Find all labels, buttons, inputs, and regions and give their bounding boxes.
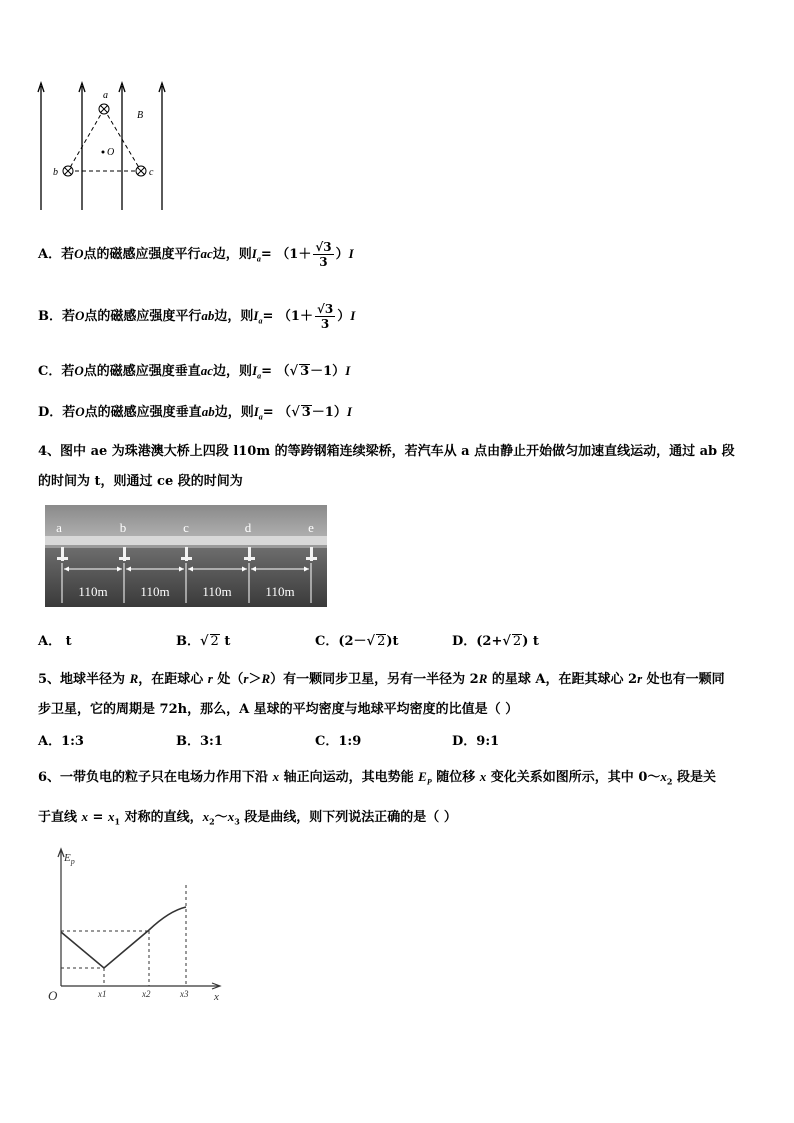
field-lines [38, 83, 165, 210]
origin-label: O [48, 988, 58, 1003]
option-3a: A．若O点的磁感应强度平行ac边，则$I_a= (1+$ $\frac{√3}{3}$ ）I [38, 240, 354, 269]
option-5d: D．9:1 [452, 734, 500, 749]
bridge-deck [45, 536, 327, 546]
question-4-line1: 4、图中 ae 为珠港澳大桥上四段 l10m 的等跨钢箱连续梁桥，若汽车从 a 点由静止开始做匀加速直线运动，通过 ab 段 [38, 444, 735, 459]
option-4b: B．√ 2 t [176, 634, 231, 649]
y-axis-label: $E_p$ [64, 852, 75, 866]
option-4a: A． t [38, 634, 72, 649]
bridge-point-b: b [119, 520, 127, 535]
label-a: a [103, 90, 108, 101]
guide-lines [61, 885, 186, 986]
span-label: 110m [202, 584, 232, 599]
bridge-point-e: e [308, 520, 314, 535]
option-5b: B．3:1 [176, 734, 223, 749]
option-4d: D．(2+√ 2) t [452, 634, 539, 649]
question-5-line2: 步卫星，它的周期是 72h，那么，A 星球的平均密度与地球平均密度的比值是（ ） [38, 702, 519, 717]
question-6-line2: 于直线 $x = x_1$ 对称的直线，$x_2\sim x_3$ 段是曲线，则下列说法正确的是（ ） [38, 809, 457, 827]
wire-c-icon [136, 166, 146, 176]
wire-a-icon [99, 104, 109, 114]
fraction: $\frac{√3}{3}$ [315, 240, 332, 269]
question-6-line1: 6、一带负电的粒子只在电场力作用下沿 x 轴正向运动，其电势能 $E_P$ 随位移 x 变化关系如图所示，其中 $0\sim x_2$ 段是关 [38, 769, 716, 787]
option-3c: C．若O点的磁感应强度垂直ac边，则$I_a=$ （√ 3－1）I [38, 363, 351, 381]
bridge-photo [45, 505, 327, 607]
ep-curve [61, 907, 186, 968]
span-label: 110m [140, 584, 170, 599]
triangle-dashed [68, 109, 144, 171]
bridge-point-d: d [244, 520, 252, 535]
option-3b: B．若O点的磁感应强度平行ab边，则$I_a= (1+$ $\frac{√3}{3}$ ）I [38, 302, 356, 331]
wire-b-icon [63, 166, 73, 176]
fraction: $\frac{√3}{3}$ [316, 302, 334, 331]
span-label: 110m [78, 584, 108, 599]
label-c: c [149, 167, 154, 178]
option-5a: A．1:3 [38, 734, 84, 749]
label-b-field: B [137, 110, 144, 121]
potential-energy-graph [44, 845, 229, 1010]
option-3d: D．若O点的磁感应强度垂直ab边，则$I_a=$ （√ 3－1）I [38, 404, 352, 422]
question-5-line1: 5、地球半径为 R，在距球心 r 处（r＞R）有一颗同步卫星，另有一半径为 2R 的星球 A，在距其球心 2r 处也有一颗同 [38, 671, 725, 687]
label-b: b [53, 167, 58, 178]
x-axis-label: x [214, 991, 219, 1003]
tick-x3: x3 [180, 989, 189, 999]
span-label: 110m [265, 584, 295, 599]
axes [58, 849, 220, 989]
tick-x1: x1 [98, 989, 107, 999]
question-4-line2: 的时间为 t，则通过 ce 段的时间为 [38, 474, 243, 489]
tick-x2: x2 [142, 989, 151, 999]
bridge-point-a: a [56, 520, 62, 535]
bridge-point-c: c [183, 520, 189, 535]
point-o-dot [102, 151, 105, 154]
label-o: O [107, 147, 115, 158]
option-4c: C．(2－√ 2)t [315, 634, 399, 649]
magnetic-field-figure [34, 80, 174, 215]
option-5c: C．1:9 [315, 734, 362, 749]
